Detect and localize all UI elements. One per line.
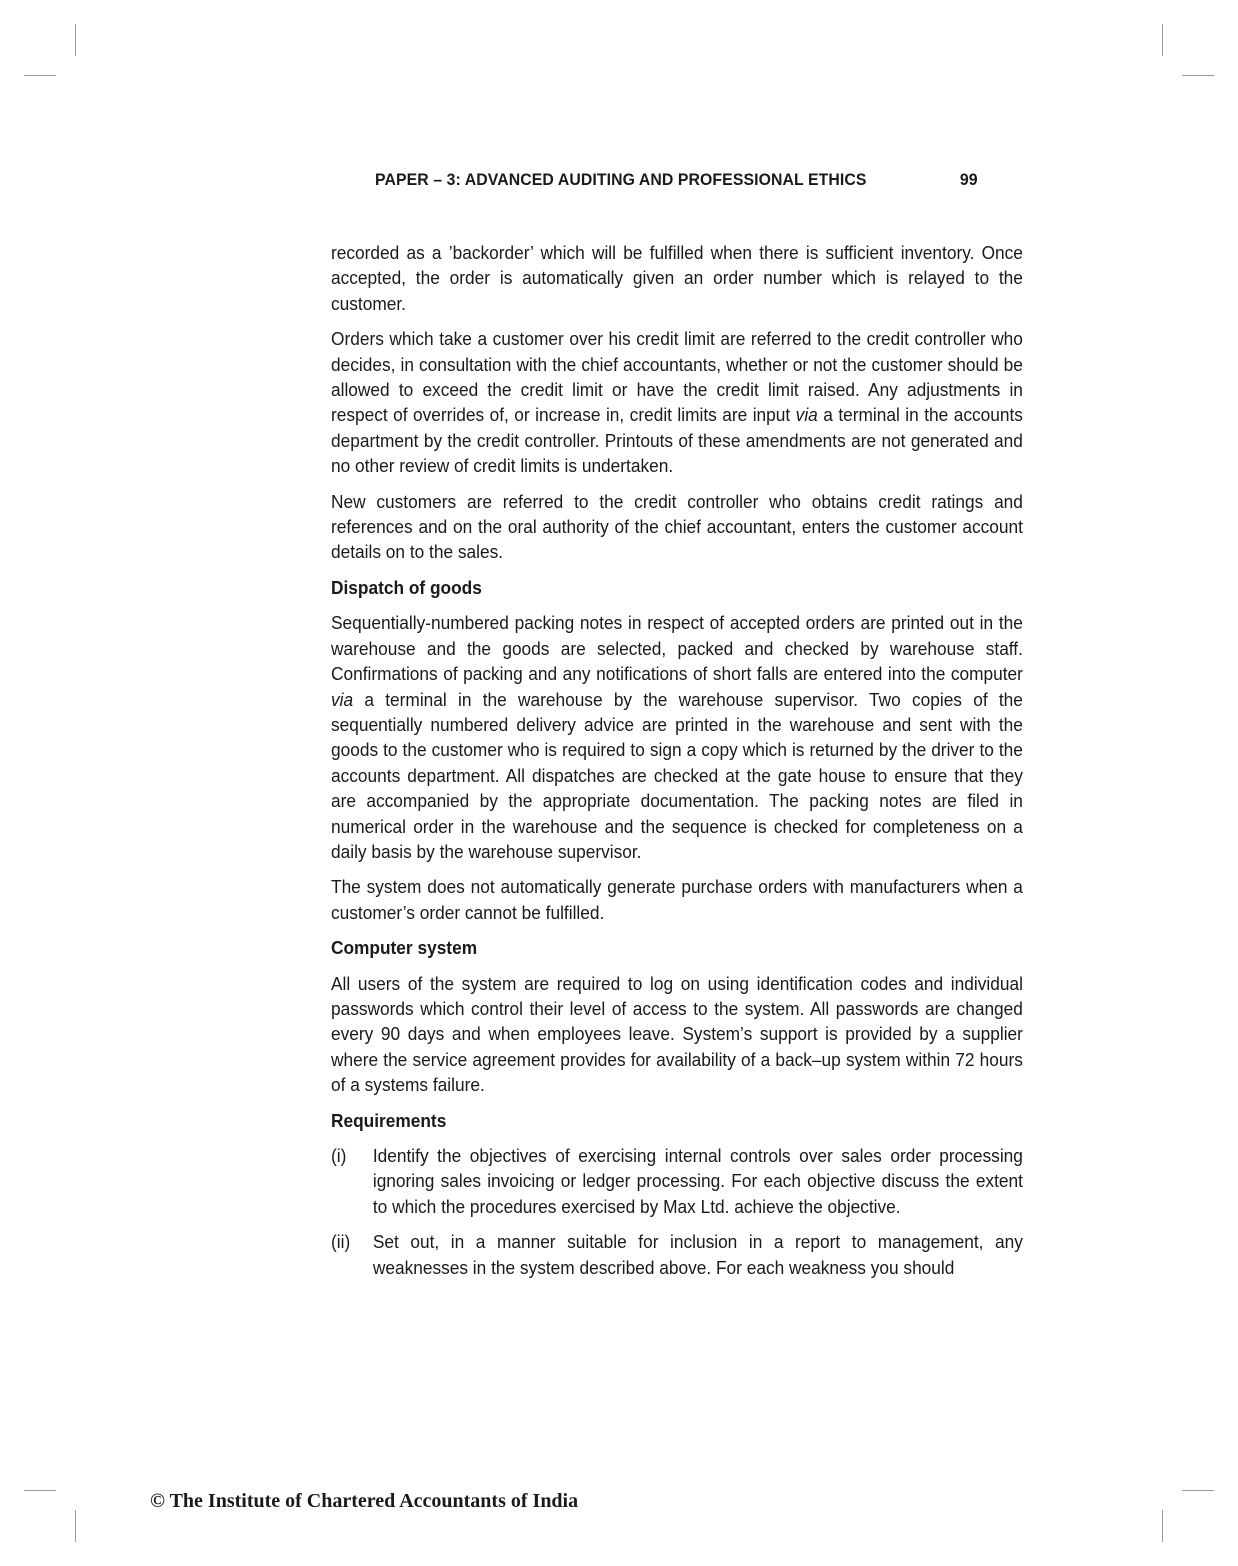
emphasis-via: via bbox=[795, 404, 818, 426]
requirement-item bbox=[331, 1143, 1023, 1219]
heading-dispatch-of-goods: Dispatch of goods bbox=[331, 576, 482, 598]
text-span: a terminal in the accounts department by the credit controller. Printouts of these amendments are not generated and no other review of credit limits is undertaken. bbox=[331, 404, 1023, 477]
requirement-text: Set out, in a manner suitable for inclusion in a report to management, any weaknesses in the system described above. For each weakness you should bbox=[372, 1231, 1023, 1278]
requirement-item bbox=[331, 1229, 1023, 1280]
text-span: Orders which take a customer over his credit limit are referred to the credit controller who decides, in consultation with the chief accountants, whether or not the customer should be allowed to exceed the credit limit or have the credit limit raised. Any adjustments in respect of overrides of, or increase in, credit limits are input bbox=[331, 328, 1023, 426]
heading-requirements: Requirements bbox=[331, 1109, 447, 1131]
crop-mark-bottom-right-horizontal bbox=[1182, 1490, 1214, 1491]
header-title: PAPER – 3: ADVANCED AUDITING AND PROFESSIONAL ETHICS bbox=[375, 170, 867, 189]
crop-mark-bottom-right-vertical bbox=[1162, 1510, 1163, 1542]
crop-mark-top-right-vertical bbox=[1162, 24, 1163, 56]
page-body bbox=[331, 240, 1023, 1290]
text-span: a terminal in the warehouse by the warehouse supervisor. Two copies of the sequentially numbered delivery advice are printed in the warehouse and sent with the goods to the customer who is required to sign a copy which is returned by the driver to the accounts department. All dispatches are checked at the gate house to ensure that they are accompanied by the appropriate documentation. The packing notes are filed in numerical order in the warehouse and the sequence is checked for completeness on a daily basis by the warehouse supervisor. bbox=[331, 688, 1023, 862]
footer-copyright: © The Institute of Chartered Accountants of India bbox=[150, 1490, 579, 1512]
requirement-marker: (i) bbox=[331, 1145, 347, 1166]
crop-mark-top-left-horizontal bbox=[24, 75, 56, 76]
paragraph-credit-limit bbox=[331, 326, 1023, 478]
heading-computer-system: Computer system bbox=[331, 937, 478, 959]
page-number: 99 bbox=[959, 170, 978, 189]
crop-mark-bottom-left-vertical bbox=[75, 1510, 76, 1542]
running-header bbox=[375, 170, 978, 190]
paragraph-backorder: recorded as a ’backorder’ which will be fulfilled when there is sufficient inventory. Once accepted, the order is automatically given an order number which is relayed to the customer. bbox=[331, 242, 1023, 314]
paragraph-new-customers: New customers are referred to the credit controller who obtains credit ratings and references and on the oral authority of the chief accountant, enters the customer account details on to the sales. bbox=[331, 490, 1023, 563]
crop-mark-top-left-vertical bbox=[75, 24, 76, 56]
crop-mark-bottom-left-horizontal bbox=[24, 1490, 56, 1491]
paragraph-users-passwords: All users of the system are required to log on using identification codes and individual passwords which control their level of access to the system. All passwords are changed every 90 days and when employees leave. System’s support is provided by a supplier where the service agreement provides for availability of a back–up system within 72 hours of a systems failure. bbox=[331, 972, 1023, 1096]
text-span: Sequentially-numbered packing notes in respect of accepted orders are printed out in the warehouse and the goods are selected, packed and checked by warehouse staff. Confirmations of packing and any notifications of short falls are entered into the computer bbox=[331, 612, 1023, 685]
requirements-list bbox=[331, 1143, 1023, 1280]
paragraph-packing-notes bbox=[331, 610, 1023, 864]
requirement-text: Identify the objectives of exercising internal controls over sales order processing ignoring sales invoicing or ledger processing. For each objective discuss the extent to which the procedures exercised by Max Ltd. achieve the objective. bbox=[372, 1145, 1023, 1217]
crop-mark-top-right-horizontal bbox=[1182, 75, 1214, 76]
requirement-marker: (ii) bbox=[331, 1231, 351, 1253]
emphasis-via: via bbox=[331, 688, 354, 710]
paragraph-purchase-orders: The system does not automatically generate purchase orders with manufacturers when a customer’s order cannot be fulfilled. bbox=[331, 876, 1023, 923]
